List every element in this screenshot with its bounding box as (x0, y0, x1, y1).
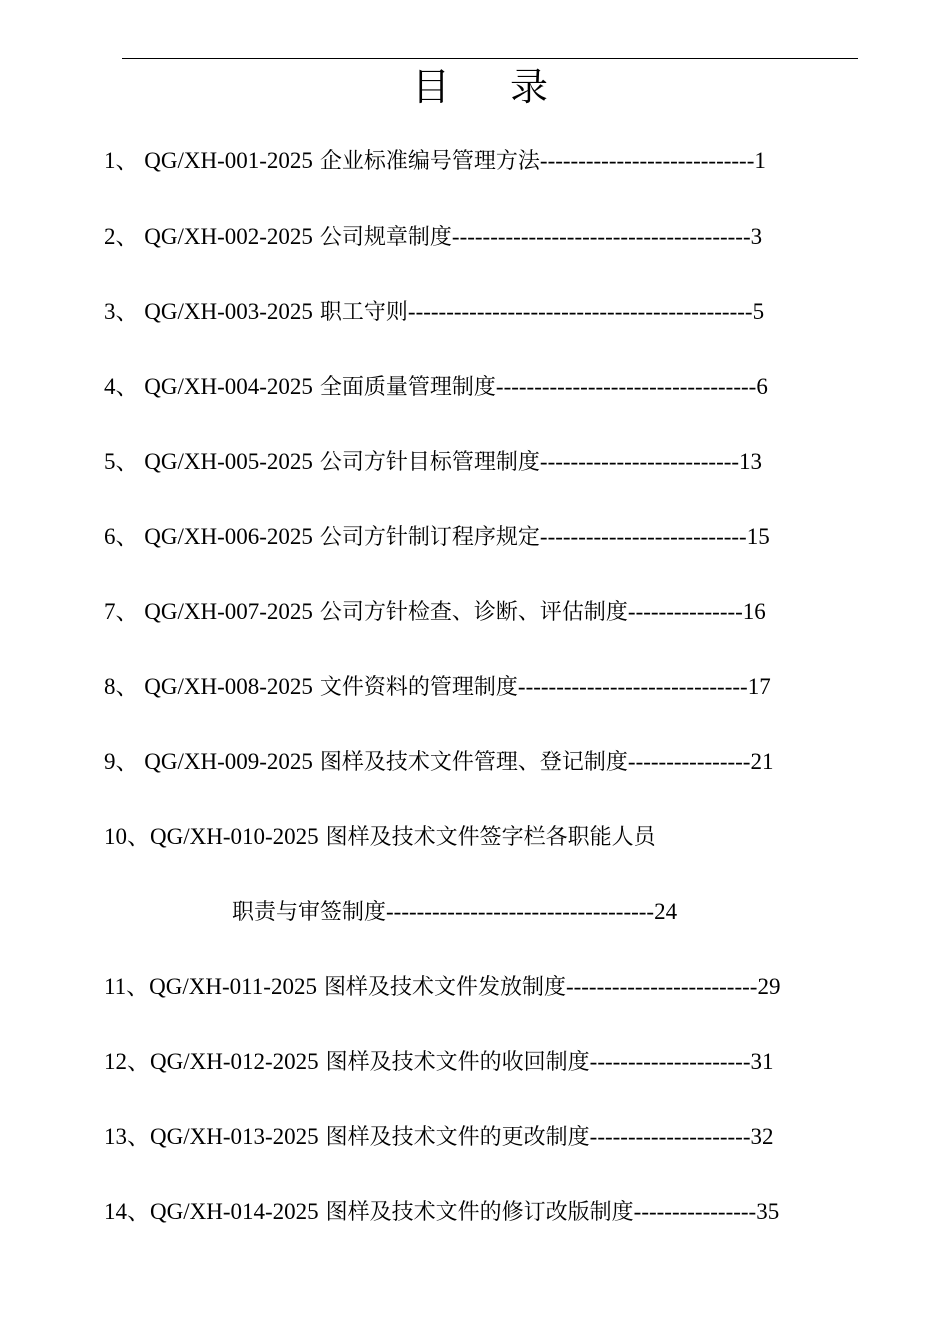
toc-entry-code: QG/XH-008-2025 (138, 674, 313, 699)
toc-entry-leader: ---------------- (627, 749, 751, 774)
toc-entry-number: 2、 (104, 224, 139, 249)
toc-entry-number: 8、 (104, 674, 139, 699)
toc-entry-number: 3、 (104, 299, 139, 324)
toc-entry-page: 1 (754, 148, 766, 173)
toc-entry (104, 823, 656, 852)
toc-entry-code: QG/XH-009-2025 (138, 749, 313, 774)
toc-entry-page: 3 (750, 224, 763, 249)
toc-entry-code: QG/XH-007-2025 (138, 599, 313, 624)
toc-entry-number: 9、 (104, 749, 139, 774)
toc-entry-title: 图样及技术文件发放制度 (316, 975, 566, 1000)
toc-entry (104, 748, 773, 777)
toc-entry-code: QG/XH-011-2025 (149, 974, 317, 999)
toc-entry (104, 298, 764, 327)
toc-entry-title: 文件资料的管理制度 (312, 675, 518, 700)
toc-entry (104, 598, 766, 627)
toc-entry-number: 4、 (104, 374, 139, 399)
toc-entry (104, 147, 766, 176)
header-rule (122, 58, 858, 59)
toc-entry-leader: --------------------- (589, 1049, 751, 1074)
toc-entry-title: 图样及技术文件的收回制度 (318, 1050, 590, 1075)
toc-entry-title: 图样及技术文件管理、登记制度 (312, 750, 628, 775)
toc-entry (104, 673, 771, 702)
toc-entry-title: 公司方针检查、诊断、评估制度 (312, 600, 628, 625)
toc-entry-leader: ----------------------------------- (386, 899, 655, 924)
toc-entry-code: QG/XH-012-2025 (150, 1049, 319, 1074)
toc-entry-number: 1、 (104, 148, 139, 173)
toc-entry-number: 5、 (104, 449, 139, 474)
toc-entry-code: QG/XH-002-2025 (138, 224, 313, 249)
toc-entry-number: 11、 (104, 974, 150, 999)
toc-entry-leader: --------------------- (589, 1124, 751, 1149)
toc-entry-page: 5 (752, 299, 765, 324)
toc-entry (104, 373, 768, 402)
toc-entry-title: 公司方针制订程序规定 (312, 525, 540, 550)
toc-entry-page: 17 (747, 674, 771, 699)
toc-entry-page: 6 (756, 374, 768, 399)
toc-entry-number: 7、 (104, 599, 139, 624)
toc-entry-page: 35 (756, 1199, 780, 1224)
toc-entry (104, 1198, 779, 1227)
toc-entry-continuation (232, 898, 677, 927)
toc-entry-page: 29 (757, 974, 781, 999)
toc-entry-leader: ------------------------------ (517, 674, 748, 699)
toc-entry-title: 职责与审签制度 (232, 900, 387, 925)
toc-entry-page: 13 (739, 449, 763, 474)
toc-entry (104, 448, 762, 477)
toc-entry-page: 21 (750, 749, 774, 774)
toc-entry (104, 1123, 774, 1152)
toc-entry-number: 10、 (104, 824, 150, 849)
toc-entry-title: 企业标准编号管理方法 (312, 149, 540, 174)
toc-entry-code: QG/XH-001-2025 (138, 148, 313, 173)
toc-entry-code: QG/XH-006-2025 (138, 524, 313, 549)
toc-entry-code: QG/XH-010-2025 (150, 824, 319, 849)
toc-entry-title: 公司规章制度 (312, 225, 452, 250)
toc-entry-page: 24 (654, 899, 678, 924)
toc-entry-page: 15 (746, 524, 770, 549)
toc-entry-code: QG/XH-004-2025 (138, 374, 313, 399)
toc-entry-leader: --------------------------- (539, 524, 747, 549)
toc-entry-title: 图样及技术文件签字栏各职能人员 (318, 825, 656, 850)
toc-entry-leader: ---------------- (633, 1199, 757, 1224)
toc-entry-leader: --------------------------------------------- (407, 299, 753, 324)
toc-entry-title: 图样及技术文件的修订改版制度 (318, 1200, 634, 1225)
toc-entry-page: 32 (750, 1124, 774, 1149)
toc-entry (104, 973, 780, 1002)
toc-entry-title: 图样及技术文件的更改制度 (318, 1125, 590, 1150)
toc-entry-page: 31 (750, 1049, 774, 1074)
toc-entry-title: 公司方针目标管理制度 (312, 450, 540, 475)
toc-entry-leader: --------------------------------------- (451, 224, 751, 249)
toc-entry-code: QG/XH-005-2025 (138, 449, 313, 474)
toc-entry-page: 16 (742, 599, 766, 624)
toc-entry-number: 6、 (104, 524, 139, 549)
toc-entry (104, 1048, 774, 1077)
toc-entry-code: QG/XH-014-2025 (150, 1199, 319, 1224)
toc-entry-number: 14、 (104, 1199, 150, 1224)
toc-entry-number: 13、 (104, 1124, 150, 1149)
toc-entry (104, 523, 770, 552)
page-title: 目 录 (411, 65, 573, 109)
toc-entry (104, 223, 762, 252)
toc-entry-number: 12、 (104, 1049, 150, 1074)
toc-entry-leader: ---------------------------------- (495, 374, 757, 399)
toc-entry-title: 职工守则 (312, 300, 408, 325)
toc-entry-code: QG/XH-003-2025 (138, 299, 313, 324)
toc-entry-code: QG/XH-013-2025 (150, 1124, 319, 1149)
toc-entry-title: 全面质量管理制度 (312, 375, 496, 400)
toc-entry-leader: ------------------------- (565, 974, 758, 999)
toc-entry-leader: -------------------------- (539, 449, 740, 474)
toc-entry-leader: ---------------------------- (539, 148, 755, 173)
toc-entry-leader: --------------- (627, 599, 743, 624)
